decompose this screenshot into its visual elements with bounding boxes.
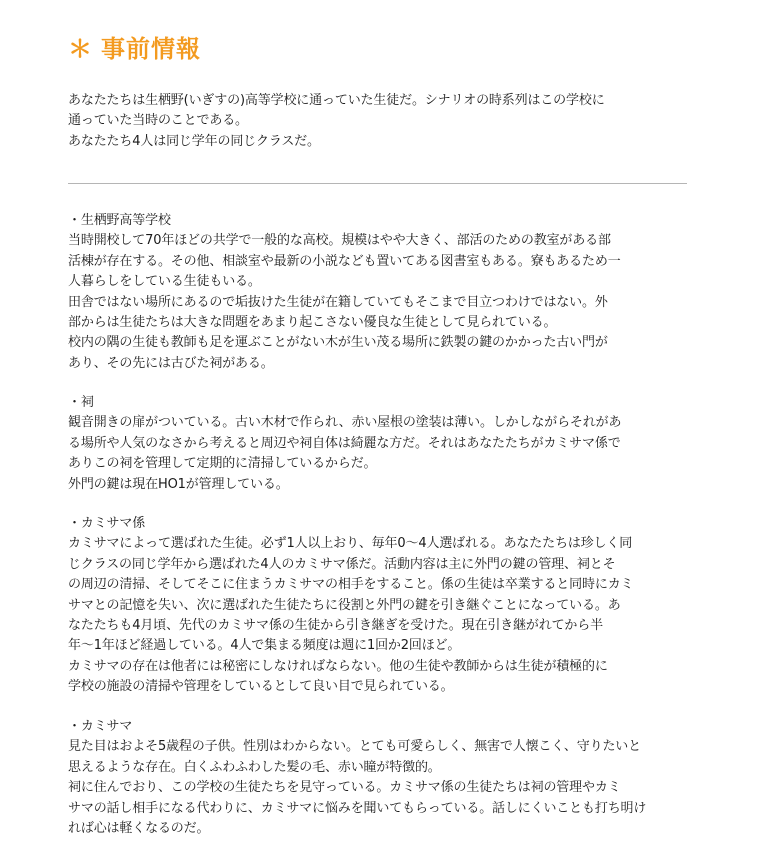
section-kamisama <box>68 717 708 839</box>
section-shrine <box>68 393 708 495</box>
section-heading: ・カミサマ係 <box>68 516 146 531</box>
section-line: カミサマによって選ばれた生徒。必ず1人以上おり、毎年0～4人選ばれる。あなたたちは珍しく同 <box>68 536 633 552</box>
section-line: 見た目はおよそ5歳程の子供。性別はわからない。とても可愛らしく、無害で人懐こく、守りたいと <box>68 739 642 755</box>
section-line: 年～1年ほど経過している。4人で集まる頻度は週に1回か2回ほど。 <box>68 638 461 654</box>
page-title-text: 事前情報 <box>101 35 201 63</box>
section-line: れば心は軽くなるのだ。 <box>68 820 210 836</box>
section-line: 外門の鍵は現在HO1が管理している。 <box>68 476 289 492</box>
section-line: 田舎ではない場所にあるので垢抜けた生徒が在籍していてもそこまで目立つわけではない。外 <box>68 294 608 310</box>
section-kamisama-duty <box>68 514 708 698</box>
page-title <box>68 34 201 64</box>
intro-line: あなたたちは生栖野(いぎすの)高等学校に通っていた生徒だ。シナリオの時系列はこの学校に <box>68 93 605 108</box>
section-line: なたたちも4月頃、先代のカミサマ係の生徒から引き継ぎを受けた。現在引き継がれてから半 <box>68 617 603 633</box>
section-line: 活棟が存在する。その他、相談室や最新の小説なども置いてある図書室もある。寮もあるため一 <box>68 253 621 269</box>
section-line: サマとの記憶を失い、次に選ばれた生徒たちに役割と外門の鍵を引き継ぐことになっている。あ <box>68 597 621 613</box>
section-line: じクラスの同じ学年から選ばれた4人のカミサマ係だ。活動内容は主に外門の鍵の管理、祠とそ <box>68 556 616 572</box>
section-line: サマの話し相手になる代わりに、カミサマに悩みを聞いてもらっている。話しにくいことも打ち明け <box>68 800 647 816</box>
section-heading: ・祠 <box>68 395 94 410</box>
section-line: る場所や人気のなさから考えると周辺や祠自体は綺麗な方だ。それはあなたたちがカミサマ係で <box>68 435 621 451</box>
section-line: 人暮らしをしている生徒もいる。 <box>68 274 261 290</box>
section-line: 思えるような存在。白くふわふわした髪の毛、赤い瞳が特徴的。 <box>68 759 441 775</box>
section-line: の周辺の清掃、そしてそこに住まうカミサマの相手をすること。係の生徒は卒業すると同時にカミ <box>68 577 634 593</box>
section-line: ありこの祠を管理して定期的に清掃しているからだ。 <box>68 456 377 472</box>
section-line: 学校の施設の清掃や管理をしているとして良い目で見られている。 <box>68 679 454 695</box>
section-line: 当時開校して70年ほどの共学で一般的な高校。規模はやや大きく、部活のための教室がある部 <box>68 233 611 249</box>
section-line: 校内の隅の生徒も教師も足を運ぶことがない木が生い茂る場所に鉄製の鍵のかかった古い門が <box>68 335 608 351</box>
section-heading: ・生栖野高等学校 <box>68 213 171 228</box>
section-line: 部からは生徒たちは大きな問題をあまり起こさない優良な生徒として見られている。 <box>68 314 557 330</box>
section-line: あり、その先には古びた祠がある。 <box>68 355 274 371</box>
section-divider <box>68 183 687 184</box>
intro-line: 通っていた当時のことである。 <box>68 113 248 129</box>
asterisk-icon: ＊ <box>68 35 93 63</box>
section-heading: ・カミサマ <box>68 719 133 734</box>
section-line: カミサマの存在は他者には秘密にしなければならない。他の生徒や教師からは生徒が積極的に <box>68 658 608 674</box>
intro-paragraph <box>68 91 708 152</box>
section-line: 祠に住んでおり、この学校の生徒たちを見守っている。カミサマ係の生徒たちは祠の管理やカミ <box>68 780 621 796</box>
intro-line: あなたたち4人は同じ学年の同じクラスだ。 <box>68 133 320 149</box>
section-line: 観音開きの扉がついている。古い木材で作られ、赤い屋根の塗装は薄い。しかしながらそれがあ <box>68 415 622 431</box>
section-school <box>68 211 708 374</box>
